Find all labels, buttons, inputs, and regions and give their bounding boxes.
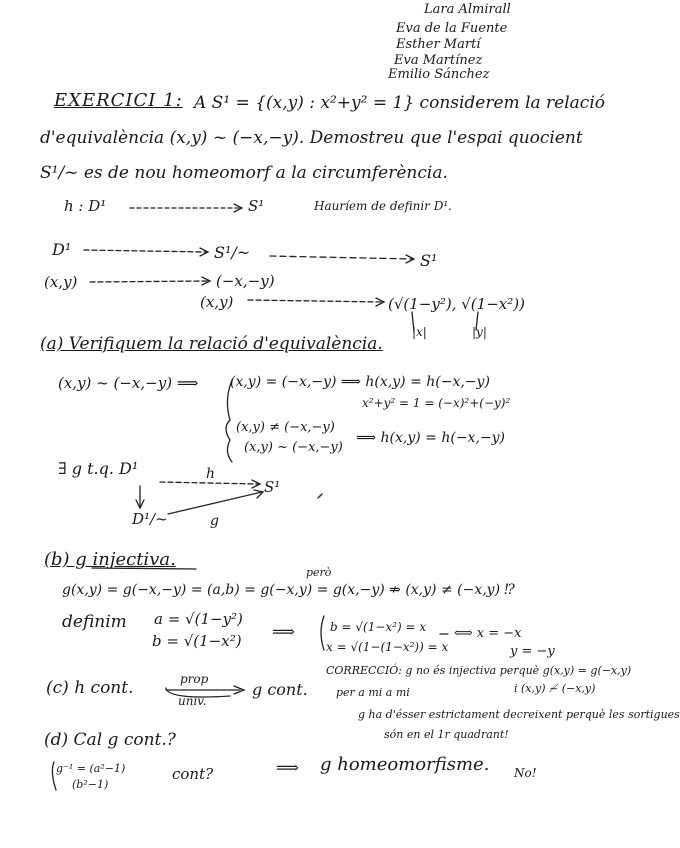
correction-line-2: per a mi a mi (336, 686, 410, 699)
part-d-heading: (d) Cal g cont.? (44, 730, 176, 750)
inverse-line-2: (b²−1) (72, 778, 109, 791)
part-a-case-1: (x,y) = (−x,−y) ⟹ h(x,y) = h(−x,−y) (230, 374, 490, 390)
diagram-s1: S¹ (420, 251, 438, 270)
map-h-label: h : D¹ (64, 197, 107, 215)
diagram-image: (√(1−y²), √(1−x²)) (388, 295, 525, 313)
part-b-line-1: g(x,y) = g(−x,−y) = (a,b) = g(−x,y) = g(x,−y) ⇏ (x,y) ≠ (−x,y) ⁉ (62, 582, 516, 598)
author-1: Lara Almirall (424, 2, 511, 17)
part-d-result: g homeomorfisme. (320, 754, 490, 775)
part-b-heading: (b) g injectiva. (44, 549, 176, 570)
system-line-1: b = √(1−x²) = x (330, 620, 427, 634)
author-2: Eva de la Fuente (396, 21, 508, 36)
author-5: Emilio Sánchez (388, 67, 490, 82)
statement-line-2: d'equivalència (x,y) ~ (−x,−y). Demostreu que l'espai quocient (40, 128, 583, 148)
define-d1-note: Hauríem de definir D¹. (314, 199, 452, 213)
system-line-2: x = √(1−(1−x²)) = x (326, 640, 449, 654)
pero-note: però (306, 566, 332, 579)
no-remark: No! (514, 766, 537, 780)
arrow-g-label: g (210, 513, 219, 529)
diagram-point-xy-2: (x,y) (200, 293, 234, 311)
part-a-lhs: (x,y) ~ (−x,−y) ⟹ (58, 374, 199, 392)
part-a-heading: (a) Verifiquem la relació d'equivalència. (40, 334, 383, 354)
arrow-h-label: h (206, 466, 216, 482)
part-b-implies: ⟹ (272, 622, 295, 641)
correction-line-1b: i (x,y) ≁ (−x,y) (514, 682, 596, 695)
univ-label: univ. (178, 694, 207, 708)
result-line-1: ⟺ x = −x (454, 626, 522, 641)
exists-g-label: ∃ g t.q. D¹ (58, 459, 139, 478)
part-a-case-2c: ⟹ h(x,y) = h(−x,−y) (356, 430, 506, 446)
correction-line-1: CORRECCIÓ: g no és injectiva perquè g(x,y) = g(−x,y) (326, 664, 632, 677)
correction-line-3: g ha d'ésser estrictament decreixent perquè les sortigues (358, 708, 680, 721)
statement-line-3: S¹/~ es de nou homeomorf a la circumferència. (40, 163, 448, 183)
diagram-d1: D¹ (52, 240, 72, 259)
abs-x-label: |x| (412, 325, 427, 339)
prop-label: prop (180, 672, 209, 686)
abs-y-label: |y| (472, 325, 487, 339)
diagram3-s1: S¹ (264, 478, 281, 496)
part-a-case-2b: (x,y) ~ (−x,−y) (244, 440, 343, 455)
diagram-point-neg: (−x,−y) (216, 272, 275, 290)
author-3: Esther Martí (396, 37, 481, 52)
define-label: definim (62, 612, 127, 632)
exercise-title: EXERCICI 1: (54, 90, 183, 111)
statement-line-1: A S¹ = {(x,y) : x²+y² = 1} considerem la relació (194, 93, 606, 113)
define-a: a = √(1−y²) (154, 610, 243, 628)
diagram-point-xy: (x,y) (44, 273, 78, 291)
author-4: Eva Martínez (394, 53, 483, 68)
part-c-result: g cont. (252, 680, 308, 699)
diagram3-quotient: D¹/~ (132, 510, 168, 528)
define-b: b = √(1−x²) (152, 632, 242, 650)
inverse-continuous: cont? (172, 765, 214, 783)
result-line-2: y = −y (510, 644, 555, 659)
map-h-target: S¹ (248, 197, 265, 215)
part-a-case-2a: (x,y) ≠ (−x,−y) (236, 420, 335, 435)
diagram-quotient: S¹/~ (214, 243, 251, 262)
part-a-case-1b: x²+y² = 1 = (−x)²+(−y)² (362, 396, 511, 410)
inverse-line-1: g⁻¹ = (a²−1) (56, 762, 126, 775)
correction-line-4: són en el 1r quadrant! (384, 728, 509, 741)
part-c-heading: (c) h cont. (46, 678, 134, 698)
part-d-implies: ⟹ (276, 758, 299, 777)
